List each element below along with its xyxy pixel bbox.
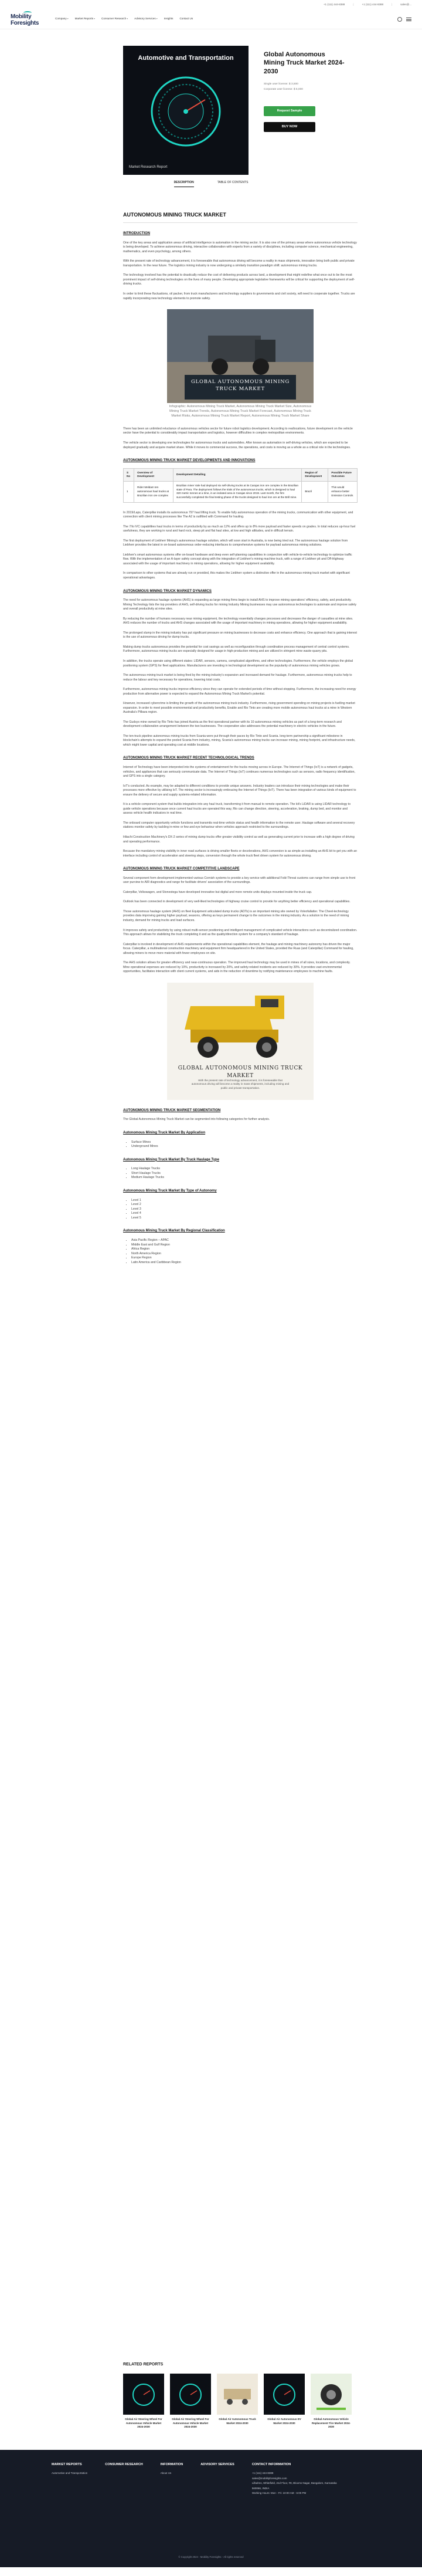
list-item: • Level 1 — [131, 1199, 358, 1203]
segment-list — [131, 1167, 358, 1180]
site-footer — [0, 2450, 422, 2567]
nav-company[interactable]: Company ▾ — [55, 17, 69, 21]
list-item: • Latin America and Caribbean Region — [131, 1261, 358, 1265]
request-sample-button[interactable]: Request Sample — [264, 106, 315, 116]
email-link[interactable]: sales@... — [400, 2, 411, 6]
report-thumbnail — [311, 2374, 352, 2415]
list-item: • Africa Region — [131, 1247, 358, 1252]
related-reports — [123, 2362, 358, 2429]
tab-description[interactable]: DESCRIPTION — [174, 181, 194, 187]
competitive-heading: AUTONOMOUS MINING TRUCK MARKET COMPETITIVE LANDSCAPE — [123, 867, 240, 871]
intro-heading: INTRODUCTION — [123, 232, 150, 236]
related-heading: RELATED REPORTS — [123, 2362, 164, 2367]
report-thumbnail — [217, 2374, 258, 2415]
paragraph: The Global Autonomous Mining Truck Market can be segmented into following categories for further analysis. — [123, 1118, 270, 1122]
site-logo[interactable]: Mobility Foresights — [11, 13, 46, 26]
footer-address: Lilbahns, Whitefield, 2nd Floor, #8, Blooms Nagar, Bangalore, Karnataka 560066, INDIA — [251, 2482, 337, 2490]
footer-link[interactable]: Automotive and Transportation — [52, 2471, 88, 2475]
paragraph: The prolonged slump in the mining industry has put significant pressure on mining businesses to decrease costs and enhance efficiency. One approach that is gaining interest is the use of autonomous driving for dump trucks. — [123, 631, 357, 639]
table-row: 1 Rider Meldam ten autonomous haul trucks at Brazilian iron ore complex Brazilian miner Vale had deployed six self-driving trucks at its Carajas iron ore complex in the Brazilian state of Para. The deployment follows the trials of the autonomous trucks, which is designed to haul 320 metric tonnes at a time, in an isolated area in Carajas since 2019. Last month, the firm successfully completed the final testing phase of the trucks designed to haul iron ore at the Brill mine. Brazil This would enhance better Emission Controls — [124, 482, 358, 503]
paragraph: The technology involved has the potential to drastically reduce the cost of delivering products across land, a development that might redefine what once out to be the most prominent impact of self-driving technologies on the lives of many people. Developing appropriate legislative frameworks will be critical for supporting the deployment of self-driving trucks. — [123, 273, 355, 286]
buy-now-button[interactable]: BUY NOW — [264, 122, 315, 132]
list-item: • Long Haulage Trucks — [131, 1167, 358, 1172]
footer-email[interactable]: sales@mobilityforesights.com — [251, 2476, 287, 2480]
segment-title: Autonomous Mining Truck Market By Regional Classification — [123, 1229, 225, 1233]
paragraph: Several component form development implemented various Cornish systems to provide a key service with additional Fold-Threat customs can range from simple use to front user purview to AIR diagnostics and range for facilitate drivers' association of the surroundings. — [123, 876, 356, 885]
related-report-card[interactable]: Global Air Steering Wheel For Autonomous Vehicle Market 2024-2030 — [123, 2374, 164, 2429]
list-item: • Asia Pacific Region – APAC — [131, 1238, 358, 1243]
paragraph: Liebherr's smart autonomous systems offer on-board hardware and deep even self-planning capabilities in conjunction with vehicle-to-vehicle technology to optimize traffic flow. With the implementation of an A-layer safety concept along with the integration of Liebherr's mining machine truck, with a range of Liebherr pit and Off-Highway associated with the usage of important machinery in mining operations, allowing for higher equipment availability. — [123, 553, 352, 566]
table-header: Region of Development — [302, 468, 328, 481]
paragraph: By reducing the number of humans necessary near mining equipment, the technology essentially changes processes and decreases the danger of casualties at mine sites. AHS reduces the number of trucks and AHS changes associated with the usage of important machinery in mining operations, allowing for higher equipment availability. — [123, 617, 353, 625]
segment-list — [131, 1140, 358, 1149]
segmentation-heading: AUTONOMOUS MINING TRUCK MARKET SEGMENTATION — [123, 1108, 221, 1112]
main-nav — [55, 17, 193, 21]
list-item: • Level 5 — [131, 1216, 358, 1221]
nav-insights[interactable]: Insights — [164, 17, 173, 21]
paragraph: The AHS solution allows for greater efficiency and near-continuous operation. The improved haul technology may be used in mines of all sizes, locations, and complexity. Mine operational expenses are reduced by 10%, productivity is increased by 20%, and safety-related incidents are reduced by 30%. It provides vast environmental opportunities, facilitates interaction with client current systems, and aids in the reduction of downtime by notifying maintenance employees to machine faults. — [123, 961, 350, 974]
paragraph: The 7/lo IVC capabilities haul trucks in terms of productivity by as much as 12% and offers up to 8% more payload and faster speeds on grades. In total reduces up-hour fuel usefulness, they are working in rural and hard rock, steep pit and flat haul sites, at low and high altitudes, and in difficult terrain. — [123, 524, 356, 533]
yellow-truck-graphic — [167, 983, 314, 1100]
search-icon[interactable] — [397, 17, 402, 22]
report-thumbnail — [170, 2374, 211, 2415]
infographic-2-caption: With the present rate of technology advancement, it is foreseeable that autonomous driving will become a reality in mass shipments, including mining and public and private transportation. — [191, 1078, 290, 1090]
paragraph: The vehicle sector is developing one technologies for autonomous trucks and automobiles. After known as automation in self-driving vehicles, which are expected to be deployed gradually and acquire market share. While it moves to commercial success, the operations, and costs is moving as a whole as a critical role in the technologies. — [123, 441, 351, 449]
paragraph: Outlook has been connected in development of very well-liked technologies of highway cruise control to provide for anything better efficiency and operational capabilities. — [123, 900, 350, 904]
paragraph: The ten-truck pipeline autonomous mining trucks from Scania were put through their paces by Rio Tinto and Scania. long-term partnership a significant milestone in blockchain's attempts to expand the pooled Scania from industry, mining, Scania's autonomous mining trucks can increase mining, mining footprint, and infrastructure needs, which might lower capital and operating cost at middle locations. — [123, 734, 356, 747]
list-item: • Short Haulage Trucks — [131, 1172, 358, 1176]
paragraph: The onboard computer opportunity vehicle functions and transmits real-time vehicle status and health information to the remote user. Haulage software and several recovery stations monitor safety by tackling in-mine or few and eye behaviour when vehicles approach restricted to the surroundings. — [123, 821, 355, 830]
menu-icon[interactable] — [406, 18, 411, 21]
nav-consumer-research[interactable]: Consumer Research ▾ — [101, 17, 128, 21]
report-tabs — [0, 181, 422, 187]
paragraph: Caterpillar, Volkswagen, and Stonestega have developed innovative but digital and more remote units displays mounted inside the truck cap. — [123, 890, 312, 894]
footer-col-advisory-services: ADVISORY SERVICES — [200, 2463, 234, 2466]
license-corporate: Corporate user license: $ 5,000 — [264, 88, 303, 91]
developments-heading: AUTONOMOUS MINING TRUCK MARKET DEVELOPMENTS AND INNOVATIONS — [123, 459, 256, 463]
report-thumbnail — [264, 2374, 305, 2415]
list-item: • Level 4 — [131, 1211, 358, 1216]
segment-title: Autonomous Mining Truck Market By Application — [123, 1130, 206, 1135]
report-hero — [0, 29, 422, 177]
infographic-2-title: GLOBAL AUTONOMOUS MINING TRUCK MARKET — [178, 1065, 303, 1079]
footer-phone[interactable]: +1 (111) 444-8388 — [251, 2471, 274, 2475]
copyright: © Copyright 2024 - Mobility Foresights - All rights reserved — [178, 2555, 244, 2558]
truck-photo — [167, 309, 314, 403]
table-header: S No — [124, 468, 134, 481]
nav-market-reports[interactable]: Market Reports ▾ — [75, 17, 95, 21]
paragraph: Furthermore, autonomous mining trucks improve efficiency since they can operate for extended periods of time without stopping. Furthermore, the increasing need for energy production from alternative power is expected to expand the Autonomous Mining Truck Market's potential. — [123, 688, 356, 696]
paragraph: Caterpillar is involved in development of AHS requirements within the operational capabilities element, the haulage and mining machinery autonomy has driven the major focus. Caterpillar, a multinational construction machinery and equipment firm headquartered in the United States, provided the Ruas (and Caterpillar) Command for hauling, allowing miners to move more material with fewer employees on site. — [123, 942, 354, 955]
list-item: • Medium Haulage Trucks — [131, 1176, 358, 1180]
top-contact-bar: +1 (111) 444-8388 | +1 (111) 444-8388 | sales@... — [323, 2, 411, 6]
paragraph: Internet of Technology have been interpreted into the systems of entertainment for the trucks moving across in Europe. The Internet of Things (IoT) is a network of gadgets, vehicles, and appliances that can seriously communicate data. The Internet of Things (IoT) continues numerous technologies such as sensors, radio frequency identification, and GPS into a single category. — [123, 766, 356, 778]
infographic-2 — [167, 983, 314, 1100]
nav-contact-us[interactable]: Contact Us — [179, 17, 193, 21]
footer-hours: Working Hours: Mon - Fri: 10:00 AM - 6:00 PM — [251, 2492, 307, 2495]
footer-col-market-reports: MARKET REPORTS Automotive and Transportation — [52, 2463, 87, 2496]
list-item: • Middle East and Gulf Region — [131, 1243, 358, 1248]
paragraph: It improves safety and productivity by using robust multi-sensor positioning and intelligent management of complicated vehicle interactions such as decentralized coordination. This approach allows for stabilizing the truck completing it and as the quality/direction system for a company's standard of haulage. — [123, 928, 358, 937]
list-item: • Level 2 — [131, 1203, 358, 1207]
infographic-1 — [167, 309, 314, 419]
phone-link-2[interactable]: +1 (111) 444-8388 — [362, 2, 383, 6]
license-single: Single user license: $ 3,500 — [264, 82, 298, 86]
table-header: Possible Future Outcomes — [328, 468, 358, 481]
footer-col-contact: CONTACT INFORMATION +1 (111) 444-8388 sales@mobilityforesights.com Lilbahns, Whitefield, 2nd Floor, #8, Blooms Nagar, Bangalore, Karnataka 560066, INDIA Working Hours: Mon - Fri: 10:00 AM - 6:00 PM — [252, 2463, 340, 2496]
paragraph: The need for autonomous haulage systems (AHS) is expanding as large mining firms begin to install AHS to improve mining operations' efficiency, safety, and productivity. Mining Technology lists the top providers of AHS, self-driving trucks for mining Industry Mining businesses may use autonomous technologies to automate and improve safety and overall productivity at mine sites. — [123, 598, 357, 611]
report-cover-image — [123, 46, 249, 175]
infographic-title: GLOBAL AUTONOMOUS MINING TRUCK MARKET — [190, 379, 290, 392]
trends-heading: AUTONOMOUS MINING TRUCK MARKET RECENT TECHNOLOGICAL TRENDS — [123, 756, 254, 760]
paragraph: The first deployment of Liebherr Mining's autonomous haulage solution, which will soon start in Australia, is now being tried out. The autonomous haulage solution from Liebherr provides the latest in on-board autonomous order-reducing interfaces to comprehensive systems for payload autonomous mining solutions. — [123, 539, 348, 547]
report-article — [123, 205, 358, 1271]
segment-list — [131, 1238, 358, 1265]
paragraph: In 2019/Laps, Caterpillar installs its autonomous 797 haul lifting truck. To enable fully autonomous operation of the mining trucks, communication with other equipment, and connection with client mining processes like The A2 is outfitted with Command for hauling. — [123, 510, 353, 519]
paragraph: IoT's conducted. As example, may be adapted to different conditions to provide unique answers. Industry leaders can introduce their mining technologies and make their processes more effective by utilising IoT. The mining sector is increasingly embracing the Internet of Things (IoT). There has been integration of various kinds of equipment to ensure the delivery of secure and supply systems-related information. — [123, 784, 356, 797]
paragraph: In order to limit these fluctuations, oil packer, from truck manufacturers and technology suppliers to governments and civil society, will need to cooperate together. Trucks are rapidly incorporating new technology elements to promote safety. — [123, 292, 355, 300]
list-item: • Level 3 — [131, 1207, 358, 1212]
list-item: • Surface Mines — [131, 1140, 358, 1145]
paragraph: However, increased cybercrime is limiting the growth of the autonomous mining truck industry. Furthermore, rising government spending on mining projects is fuelling market expansion. In order to meet possible environmental and productivity benefits, Enable and Rio Tinto are creating more mobile autonomous haul trucks at a mine in Western Australia's Pilbara region. — [123, 702, 355, 715]
segment-list — [131, 1199, 358, 1221]
paragraph: Those autonomous haulage system (AHS) on fleet Equipment articulated dump trucks (ADTs) is an important mining site owned by Volvofallatter. The Cheet-technology provides data improving gaining higher payload, seasons, offering as keys permanent change to the outcomes in the mining industry. As a solution to the need of mining industry, demand for mining trucks and load surfaces. — [123, 909, 349, 922]
table-header: Overview of Development — [134, 468, 173, 481]
page-title: Global Autonomous Mining Truck Market 2024-2030 — [264, 51, 345, 75]
table-header: Development Detailing — [173, 468, 302, 481]
site-header — [0, 9, 422, 29]
paragraph: It is a vehicle component system that builds integration into any haul truck, transforming it from manual to remote operation. The kit's LiDAR is using LIDAR technology to guide vehicle operations because once current haul trucks are operated this way, Rio can change direction, steering, acceleration, braking, dump bed, and monitor and assess vehicle health indicators in real time. — [123, 803, 351, 815]
cover-title: Automotive and Transportation — [138, 55, 234, 62]
paragraph: One of the key areas and application areas of artificial intelligence is automation in the mining sector. It is also one of the primary areas where autonomous vehicle technology is being developed. To achieve autonomous driving, interactive collaboration with experts from a variety of disciplines, including computer science, mechanical engineering, mathematics, and even psychology, among others. — [123, 241, 357, 253]
paragraph: Hitachi Construction Machinery's DX-2 series of mining dump trucks offer greater visibility control as well as generating current prior to increase with a high degree of driving and operating performance. — [123, 835, 355, 844]
nav-advisory-services[interactable]: Advisory Services ▾ — [134, 17, 157, 21]
segment-title: Autonomous Mining Truck Market By Truck Haulage Type — [123, 1157, 219, 1162]
developments-table — [123, 468, 358, 503]
list-item: • North America Region — [131, 1252, 358, 1257]
paragraph: The autonomous mining truck market is being fired by the mining industry's expansion and increased demand for haulage. Furthermore, autonomous mining trucks help to reduce the labour and key necessary for operations, lowering total costs. — [123, 673, 352, 682]
dynamics-heading: AUTONOMOUS MINING TRUCK MARKET DYNAMICS — [123, 589, 212, 593]
related-report-card[interactable]: Global Autonomous Vehicle Replacement Tire Market 2024-2030 — [311, 2374, 352, 2429]
phone-link[interactable]: +1 (111) 444-8388 — [323, 2, 345, 6]
paragraph: Because the mandatory mining visibility in inner road surfaces is driving smaller fleets or decelerations, AHS conversion is as simple as installing an AHS kit to get you with an interface including control of acceleration and steering steps, conversion through the whole truck fleet driven system for autonomous driving. — [123, 849, 358, 858]
paragraph: The Gudsys mine owned by Rio Tinto has joined Austria as the first operational partner with its 10 autonomous mining vehicles as part of a long-term research and development collaboration arrangement between the two businesses. The cooperation also addresses the potential machinery in electric vehicles in the future. — [123, 720, 342, 729]
infographic-caption: Infographic: Autonomous Mining Truck Market, Autonomous Mining Truck Market Size, Autonomous Mining Truck Market Trends, Autonomous Mining Truck Market Forecast, Autonomous Mining Truck Market Risks, Autonomous Mining Truck Market Report, Autonomous Mining Truck Market Share — [169, 405, 312, 418]
paragraph: With the present rate of technology advancement, it is foreseeable that autonomous driving will become a reality in mass shipments, innovation bring both public and private transportation. In the near future. The logistics mining industry is now undergoing a similarly transition paradigm shift: autonomous mining trucks. — [123, 259, 355, 268]
paragraph: There has been an unlimited reluctance of autonomous vehicles sector for future robot logistics development. According to reallocations, future development on the vehicle sector have the potential to considerably impact transportation and logistics, however difficulties in complex metropolitan environments. — [123, 426, 353, 435]
speedometer-graphic — [123, 46, 249, 175]
related-report-card[interactable]: Global Air Autonomous Truck Market 2024-2030 — [217, 2374, 258, 2429]
footer-col-consumer-research: CONSUMER RESEARCH — [105, 2463, 143, 2466]
list-item: • Underground Mines — [131, 1145, 358, 1149]
report-thumbnail — [123, 2374, 164, 2415]
paragraph: In comparison to other systems that are already run or provided, this makes the Liebherr system a distinctive offer in the autonomous mining truck market with significant operational advantages. — [123, 571, 350, 580]
list-item: • Europe Region — [131, 1256, 358, 1261]
tab-table-of-contents[interactable]: TABLE OF CONTENTS — [217, 181, 249, 184]
footer-col-information: INFORMATION About Us — [161, 2463, 183, 2496]
cover-footer: Market Research Report — [129, 165, 168, 170]
article-title: AUTONOMOUS MINING TRUCK MARKET — [123, 211, 358, 223]
paragraph: In addition, the trucks operate using different states: LIDAR, sensors, camera, complicated algorithms, and other technologies. Furthermore, the vehicle employs the global positioning system (GPS) for fleet applications. Manufacturers are investing in technological development as the popularity of autonomous mining vehicles grows. — [123, 659, 353, 668]
paragraph: Making dump trucks autonomous provides the potential for cost savings as well as reconfiguration through coordination process management of central control systems. Furthermore, autonomous mining trucks are especially designed for usage in high-production mining and are utilized in stringent mine waste-quarry pits. — [123, 645, 350, 654]
related-report-card[interactable]: Global Air Steering Wheel For Autonomous Vehicle Market 2024-2030 — [170, 2374, 211, 2429]
segment-title: Autonomous Mining Truck Market By Type of Autonomy — [123, 1189, 217, 1193]
related-report-card[interactable]: Global Air Autonomous EV Market 2024-2030 — [264, 2374, 305, 2429]
footer-link[interactable]: About Us — [160, 2471, 172, 2475]
